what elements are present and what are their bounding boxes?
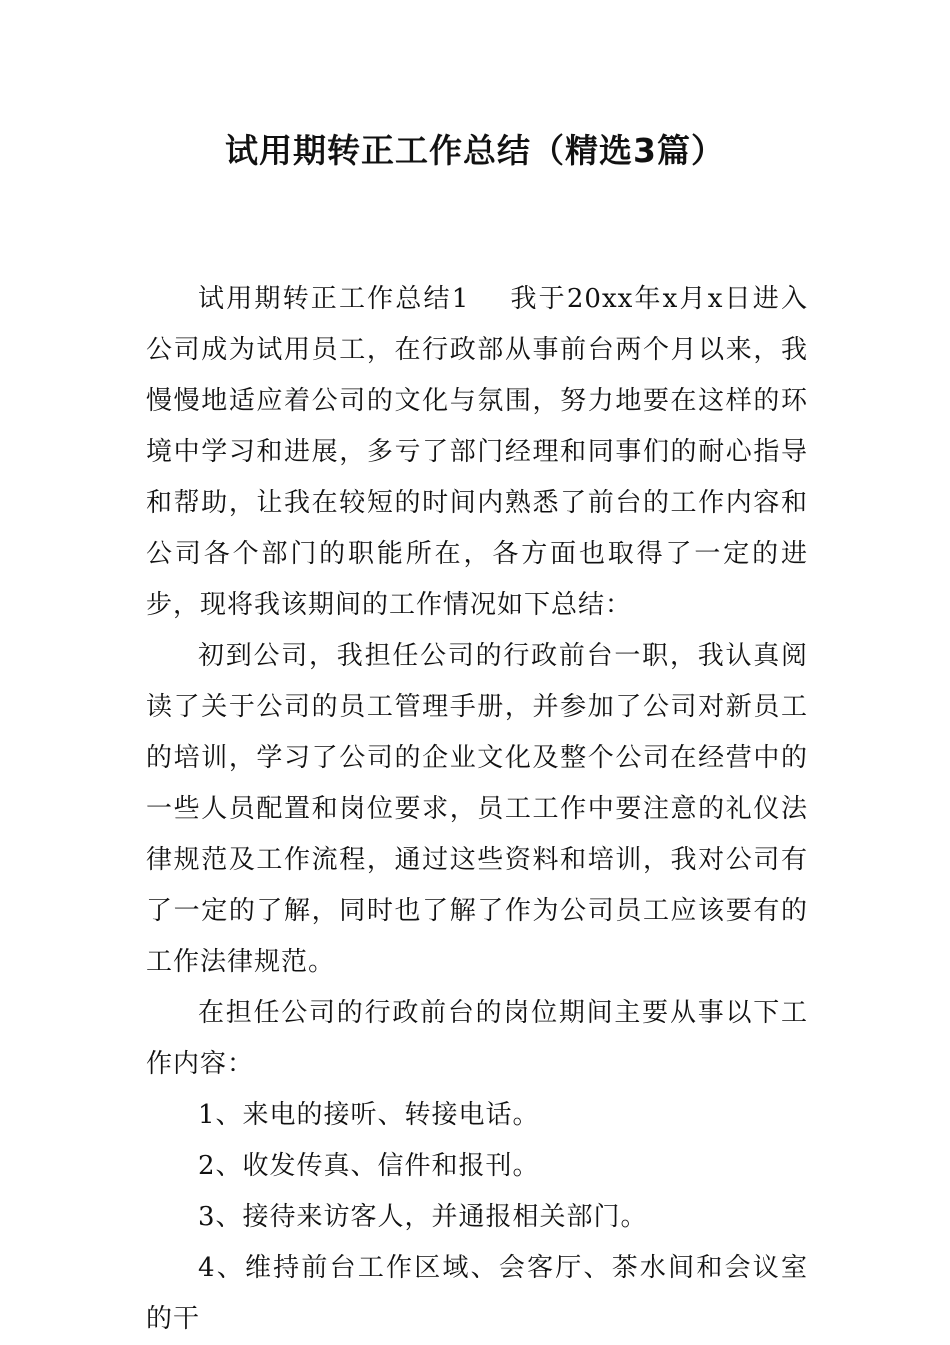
document-title: 试用期转正工作总结（精选3篇）: [225, 131, 725, 170]
paragraph-2: 初到公司，我担任公司的行政前台一职，我认真阅读了关于公司的员工管理手册，并参加了公司对新员工的培训，学习了公司的企业文化及整个公司在经营中的一些人员配置和岗位要求，员工工作中要注意的礼仪法律规范及工作流程，通过这些资料和培训，我对公司有了一定的了解，同时也了解了作为公司员工应该要有的工作法律规范。: [146, 641, 808, 977]
list-item-4: 4、维持前台工作区域、会客厅、茶水间和会议室的干: [146, 1253, 808, 1334]
list-item-1: 1、来电的接听、转接电话。: [198, 1100, 540, 1130]
paragraph-1-text: 我于20xx年x月x日进入公司成为试用员工，在行政部从事前台两个月以来，我慢慢地适应着公司的文化与氛围，努力地要在这样的环境中学习和进展，多亏了部门经理和同事们的耐心指导和帮助，让我在较短的时间内熟悉了前台的工作内容和公司各个部门的职能所在，各方面也取得了一定的进步，现将我该期间的工作情况如下总结：: [146, 284, 808, 620]
paragraph-1: [146, 274, 808, 631]
section-heading: 试用期转正工作总结1: [198, 284, 470, 314]
paragraph-3: 在担任公司的行政前台的岗位期间主要从事以下工作内容：: [146, 998, 808, 1079]
list-item-2: 2、收发传真、信件和报刊。: [198, 1151, 540, 1181]
document-body: [146, 274, 808, 1345]
list-item-3: 3、接待来访客人，并通报相关部门。: [198, 1202, 648, 1232]
